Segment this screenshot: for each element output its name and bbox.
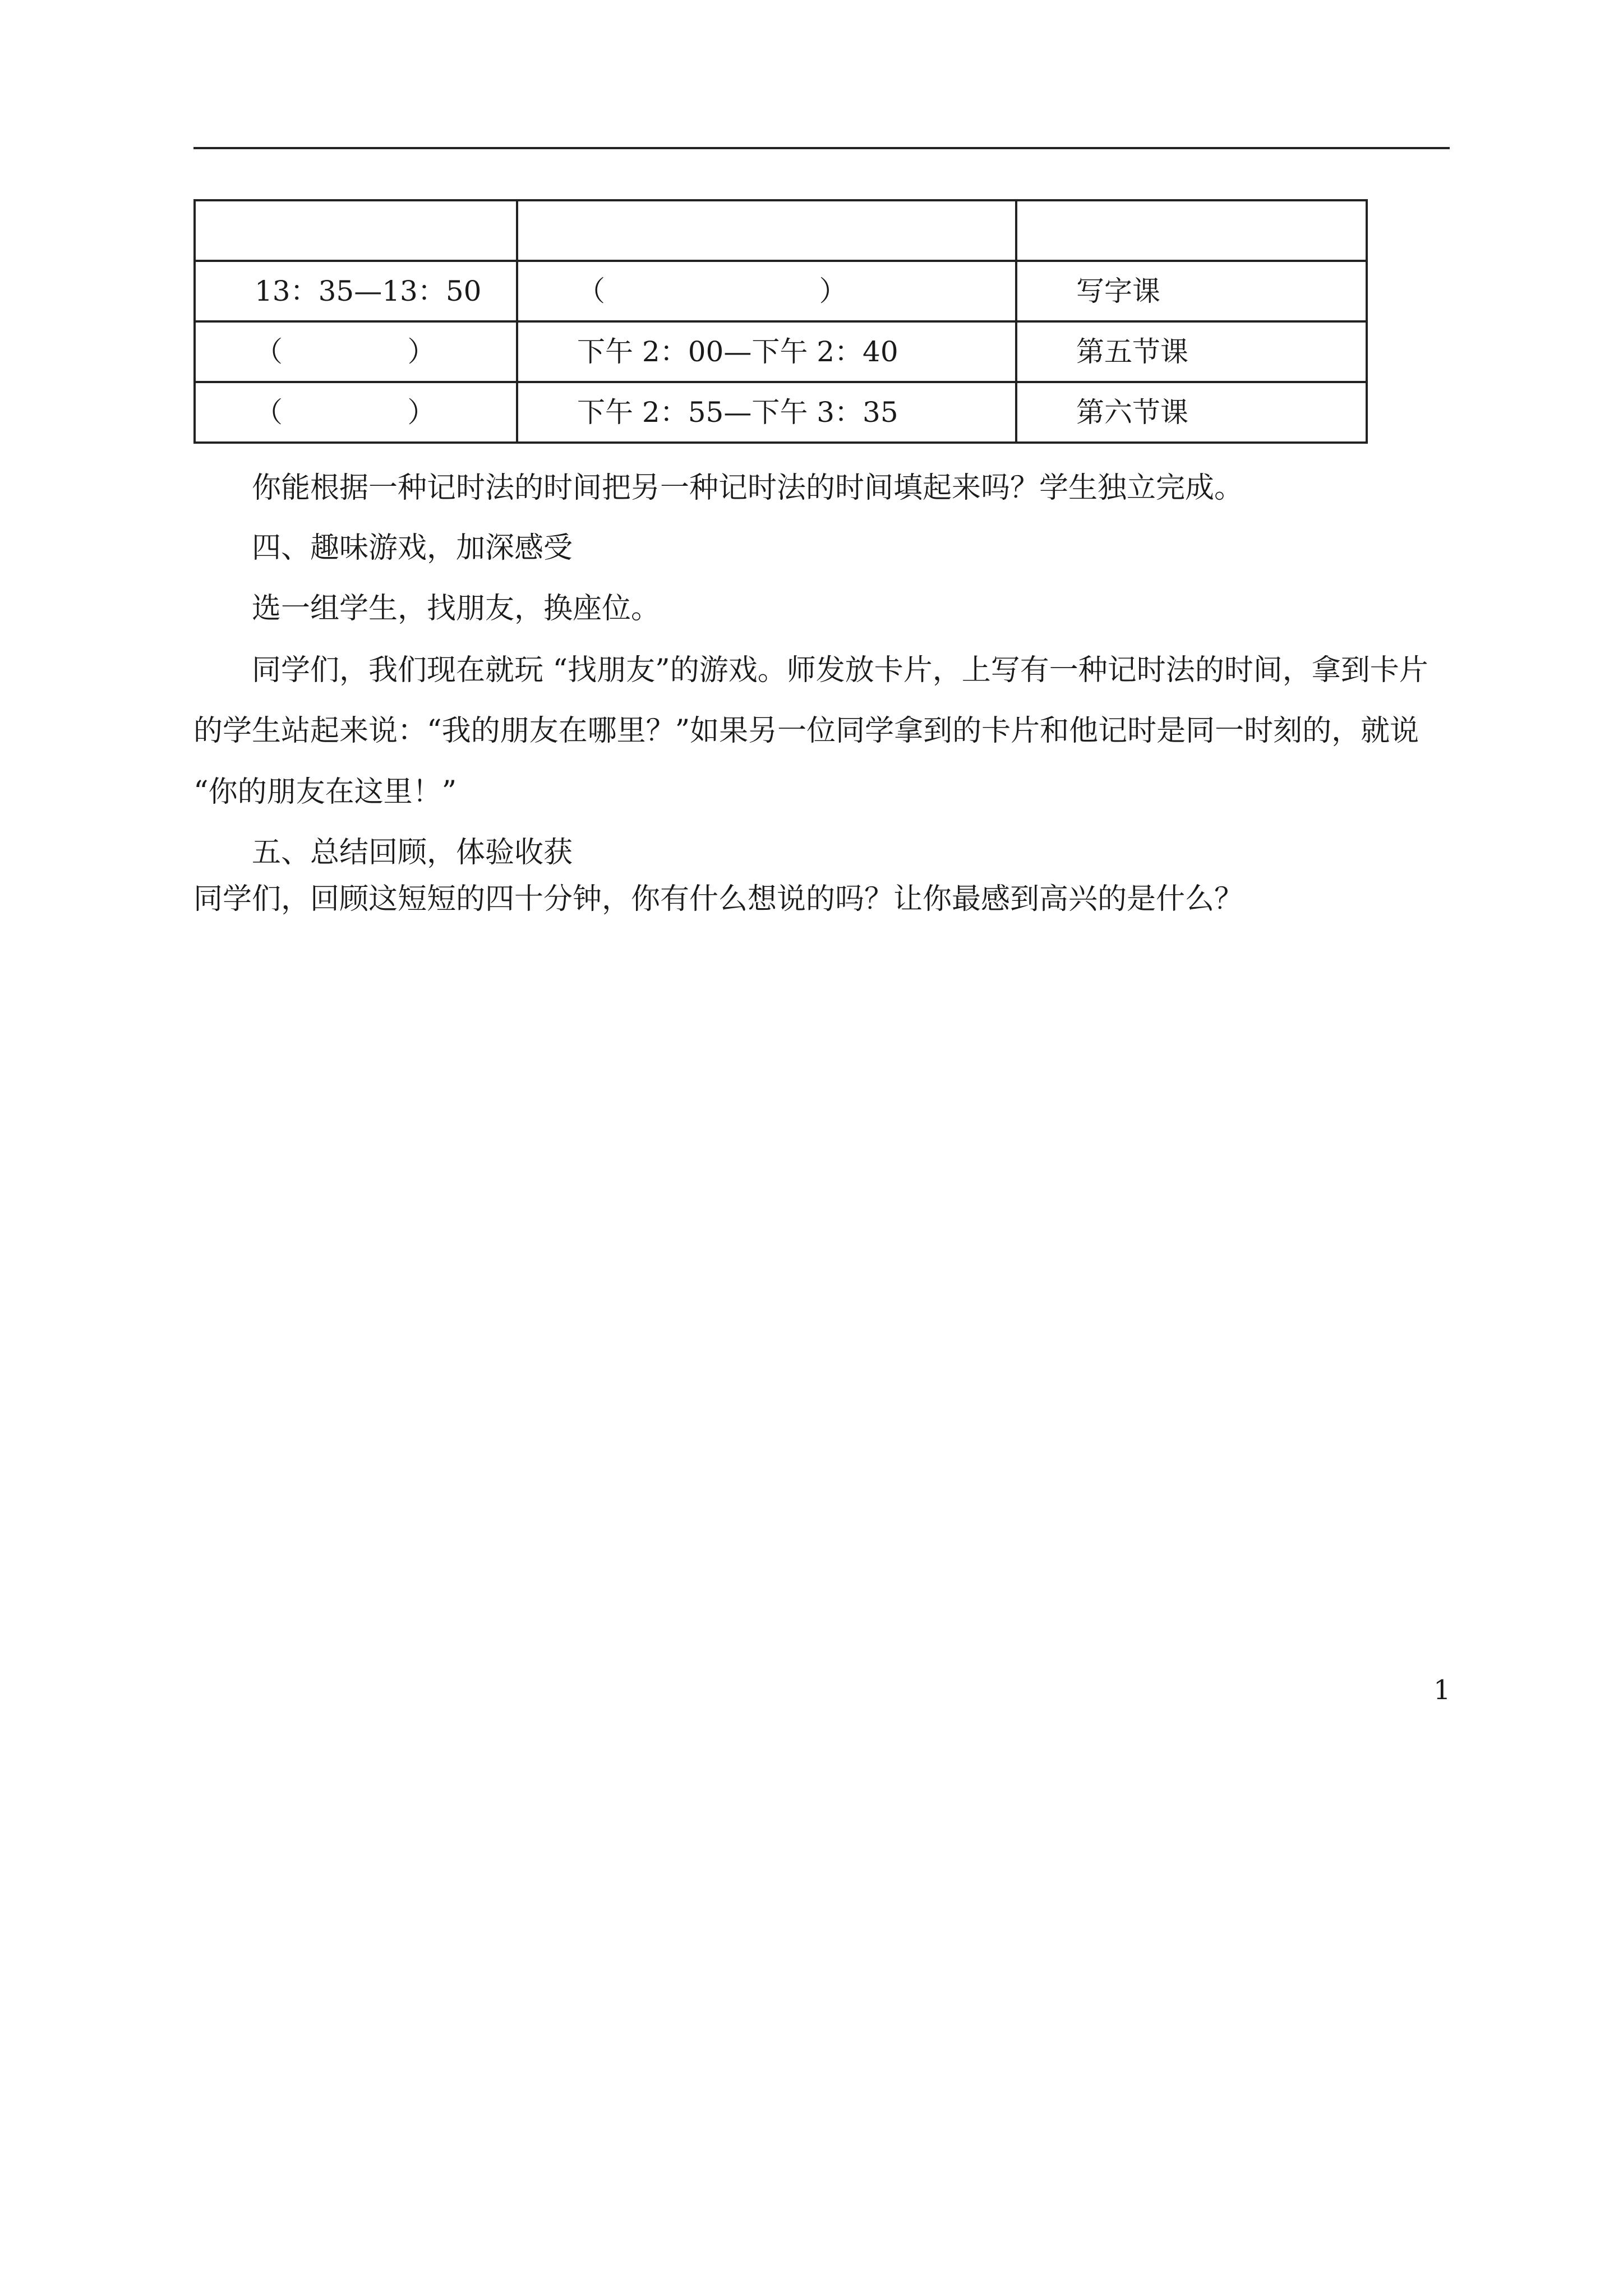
table-row xyxy=(195,200,1367,261)
table-cell xyxy=(195,200,517,261)
table-row xyxy=(195,382,1367,443)
table-cell: 第五节课 xyxy=(1016,321,1367,382)
paragraph-summary: 同学们，回顾这短短的四十分钟，你有什么想说的吗？让你最感到高兴的是什么？ xyxy=(193,882,1244,916)
table-cell: 13：35—13：50 xyxy=(195,261,517,321)
table-cell: 写字课 xyxy=(1016,261,1367,321)
page-number: 1 xyxy=(1433,1674,1451,1706)
table-cell: 下午 2：00—下午 2：40 xyxy=(517,321,1016,382)
paragraph-game-line-1: 同学们，我们现在就玩 “找朋友”的游戏。师发放卡片，上写有一种记时法的时间，拿到卡片 xyxy=(252,654,1428,687)
heading-section-four: 四、趣味游戏，加深感受 xyxy=(252,531,573,565)
paragraph-fill-instruction: 你能根据一种记时法的时间把另一种记时法的时间填起来吗？学生独立完成。 xyxy=(252,471,1244,505)
table-cell xyxy=(1016,200,1367,261)
paragraph-pick-students: 选一组学生，找朋友，换座位。 xyxy=(252,592,661,625)
table-cell: 第六节课 xyxy=(1016,382,1367,443)
table-cell: （ ） xyxy=(517,261,1016,321)
table-row xyxy=(195,321,1367,382)
heading-section-five: 五、总结回顾，体验收获 xyxy=(252,836,573,869)
paragraph-game-line-3: “你的朋友在这里！” xyxy=(193,775,457,809)
table-cell: （ ） xyxy=(195,321,517,382)
header-rule xyxy=(193,147,1450,149)
table-row xyxy=(195,261,1367,321)
schedule-table xyxy=(193,199,1368,444)
paragraph-game-line-2: 的学生站起来说：“我的朋友在哪里？”如果另一位同学拿到的卡片和他记时是同一时刻的，就说 xyxy=(193,714,1419,748)
table-cell: 下午 2：55—下午 3：35 xyxy=(517,382,1016,443)
table-cell xyxy=(517,200,1016,261)
table-cell: （ ） xyxy=(195,382,517,443)
